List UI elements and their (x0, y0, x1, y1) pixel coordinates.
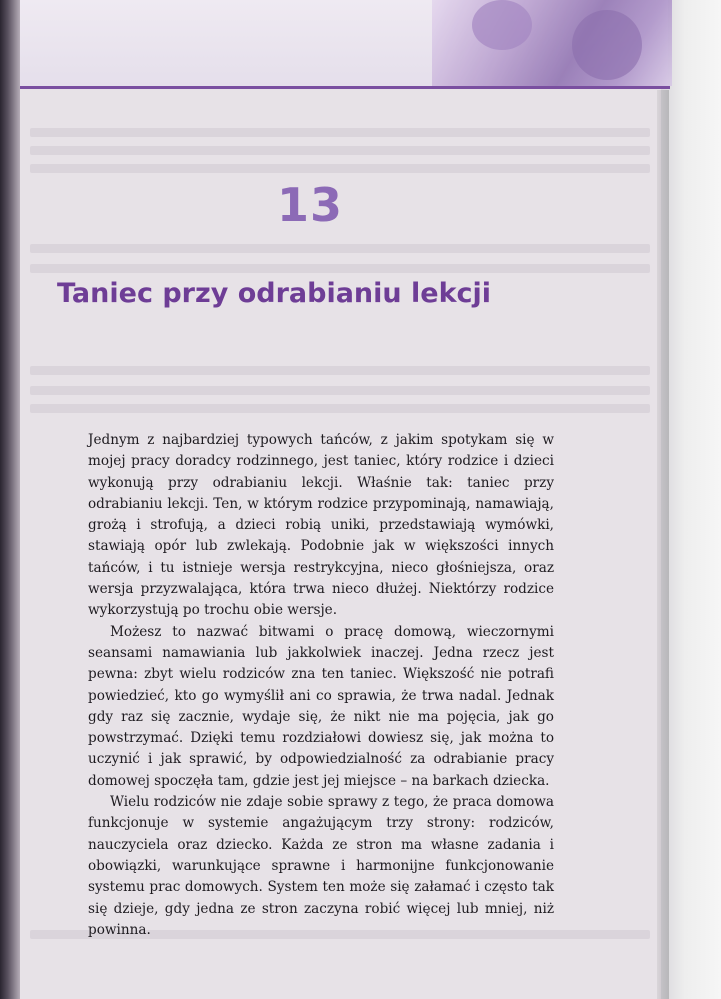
page-edge (661, 0, 721, 999)
chapter-title: Taniec przy odrabianiu lekcji (57, 278, 492, 309)
chapter-number: 13 (276, 178, 343, 232)
show-through-line (30, 164, 650, 173)
page-edge-shadow (657, 90, 669, 999)
book-binding (0, 0, 20, 999)
show-through-line (30, 264, 650, 273)
show-through-line (30, 146, 650, 155)
chapter-body (88, 430, 554, 941)
show-through-line (30, 366, 650, 375)
paragraph: Wielu rodziców nie zdaje sobie sprawy z tego, że praca domowa funkcjonuje w systemie angażującym trzy strony: rodziców, nauczyciela oraz dziecko. Każda ze stron ma własne zadania i obowiązki, warunkujące sprawne i harmonijne funkcjonowanie systemu prac domowych. System ten może się załamać i często tak się dzieje, gdy jedna ze stron zaczyna robić więcej lub mniej, niż powinna. (88, 794, 554, 938)
paragraph: Możesz to nazwać bitwami o pracę domową, wieczornymi seansami namawiania lub jakkolwiek inaczej. Jedna rzecz jest pewna: zbyt wielu rodziców zna ten taniec. Większość nie potrafi powiedzieć, kto go wymyślił ani co sprawia, że trwa nadal. Jednak gdy raz się zacznie, wydaje się, że nikt nie ma pojęcia, jak go powstrzymać. Dzięki temu rozdziałowi dowiesz się, jak można to uczynić i jak sprawić, by odpowiedzialność za odrabianie pracy domowej spoczęła tam, gdzie jest jej miejsce – na barkach dziecka. (88, 623, 554, 789)
show-through-line (30, 244, 650, 253)
header-rule (20, 86, 670, 89)
show-through-line (30, 128, 650, 137)
paragraph: Jednym z najbardziej typowych tańców, z jakim spotykam się w mojej pracy doradcy rodzinnego, jest taniec, który rodzice i dzieci wykonują przy odrabianiu lekcji. Właśnie tak: taniec przy odrabianiu lekcji. Ten, w którym rodzice przypominają, namawiają, grożą i strofują, a dzieci robią uniki, przedstawiają wymówki, stawiają opór lub zwlekają. Podobnie jak w większości innych tańców, i tu istnieje wersja restrykcyjna, nieco głośniejsza, oraz wersja przyzwalająca, która trwa nieco dłużej. Niektórzy rodzice wykorzystują po trochu obie wersje. (88, 432, 554, 619)
header-photo (432, 0, 672, 86)
show-through-line (30, 404, 650, 413)
photo-shape-2 (572, 10, 642, 80)
photo-shape-1 (472, 0, 532, 50)
show-through-line (30, 386, 650, 395)
